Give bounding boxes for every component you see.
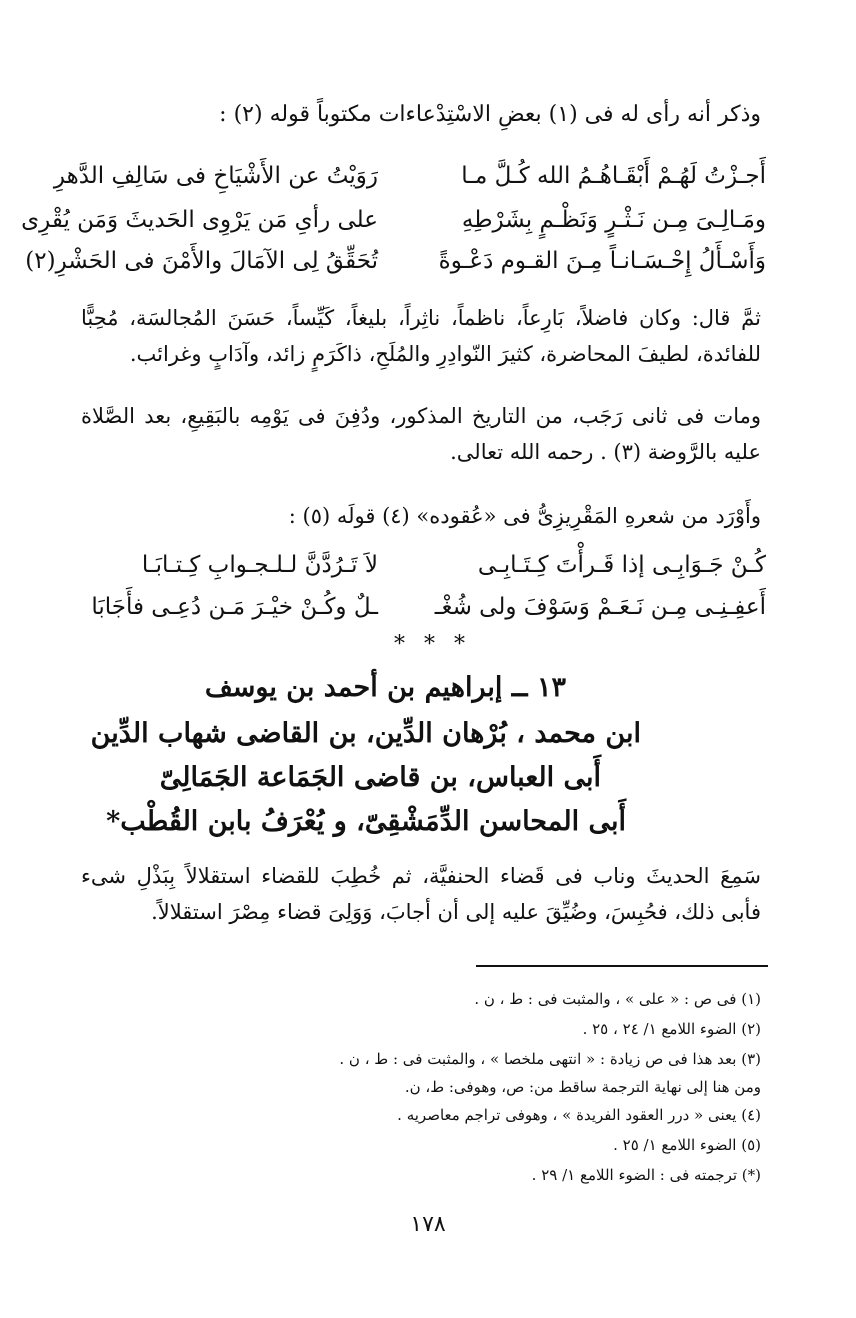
paragraph-4: سَمِعَ الحديثَ وناب فى قَضاء الحنفيَّة، ثم خُطِبَ للقضاء استقلالاً بِبَذْلِ شىء فأبى ذلك، فحُبِسَ، وضُيِّقَ عليه إلى أن أجابَ، وَوَلِىَ قضاء مِصْرَ استقلالاً.: [81, 864, 761, 924]
paragraph-3: وأَوْرَد من شعرهِ المَقْرِيزِىُّ فى «عُقوده» (٤) قولَه (٥) :: [288, 504, 761, 528]
page-number: ١٧٨: [410, 1212, 446, 1237]
footnote-star: (*) ترجمته فى : الضوء اللامع ١/ ٢٩ .: [531, 1166, 761, 1184]
poem1-verse1-right: أَجـزْتُ لَهُـمْ أَبْقَـاهُـمُ الله كُـلَّ مـا: [461, 163, 766, 189]
intro-line: وذكر أنه رأى له فى (١) بعضِ الاسْتِدْعاءات مكتوباً قوله (٢) :: [219, 102, 761, 127]
poem2-verse1-right: كُـنْ جَـوَابِـى إذا قَـرأْتَ كِـتَـابِـى: [477, 552, 766, 578]
footnote-3-continued: ومن هنا إلى نهاية الترجمة ساقط من: ص، وهوفى: ط، ن.: [404, 1078, 761, 1096]
footnote-5: (٥) الضوء اللامع ١/ ٢٥ .: [613, 1136, 761, 1154]
entry-heading-line-1: ١٣ ــ إبراهيم بن أحمد بن يوسف: [204, 672, 566, 703]
poem1-verse2-right: ومَـالِـىَ مِـن نَـثْـرٍ وَنَظْـمٍ بِشَرْطِهِ: [461, 207, 766, 233]
poem1-verse3-left: تُحَقِّقُ لِى الآمَالَ والأَمْنَ فى الحَشْرِ(٢): [25, 248, 378, 274]
footnote-3: (٣) بعد هذا فى ص زيادة : « انتهى ملخصا » ، والمثبت فى : ط ، ن .: [339, 1050, 761, 1068]
poem2-verse2-right: أَعفِـنِـى مِـن نَـعَـمْ وَسَوْفَ ولى شُغْـ: [434, 594, 766, 620]
footnote-separator: [476, 965, 768, 967]
poem2-verse2-left: ـلٌ وكُـنْ خيْـرَ مَـن دُعِـى فأَجَابَا: [91, 594, 378, 620]
poem1-verse3-right: وَأَسْـأَلُ إِحْـسَـانـاً مِـنَ القـوم دَعْـوةً: [438, 248, 766, 274]
poem1-verse1-left: رَوَيْتُ عن الأَشْيَاخِ فى سَالِفِ الدَّهرِ: [53, 163, 378, 189]
footnote-2: (٢) الضوء اللامع ١/ ٢٤ ، ٢٥ .: [582, 1020, 761, 1038]
paragraph-1: ثمَّ قال: وكان فاضلاً، بَارِعاً، ناظماً، ناثِراً، بليغاً، كَيِّساً، حَسَنَ المُجالسَة، مُحِبًّا للفائدة، لطيفَ المحاضرة، كثيرَ النّوادِرِ والمُلَحِ، ذاكَرَمٍ زائد، وآدَابٍ وغرائب.: [81, 306, 761, 366]
poem2-verse1-left: لاَ تَـرُدَّنَّ لـلـجـوابِ كِـتـابَـا: [141, 552, 378, 578]
footnote-4: (٤) يعنى « درر العقود الفريدة » ، وهوفى تراجم معاصريه .: [397, 1106, 761, 1124]
section-separator: * * *: [394, 632, 471, 657]
paragraph-2: ومات فى ثانى رَجَب، من التاريخ المذكور، ودُفِنَ فى يَوْمِه بالبَقِيعِ، بعد الصَّلاة عليه بالرَّوضة (٣) . رحمه الله تعالى.: [81, 404, 761, 464]
entry-heading-line-3: أَبى العباس، بن قاضى الجَمَاعة الجَمَالِىّ: [159, 762, 601, 793]
footnote-1: (١) فى ص : « على » ، والمثبت فى : ط ، ن .: [474, 990, 761, 1008]
poem1-verse2-left: على رأىِ مَن يَرْوِى الحَديثَ وَمَن يُقْرِى: [21, 207, 378, 233]
entry-heading-line-4: أَبى المحاسن الدِّمَشْقِىّ، و يُعْرَفُ بابن القُطْب*: [106, 806, 626, 837]
entry-heading-line-2: ابن محمد ، بُرْهان الدِّين، بن القاضى شهاب الدِّين: [90, 718, 641, 749]
